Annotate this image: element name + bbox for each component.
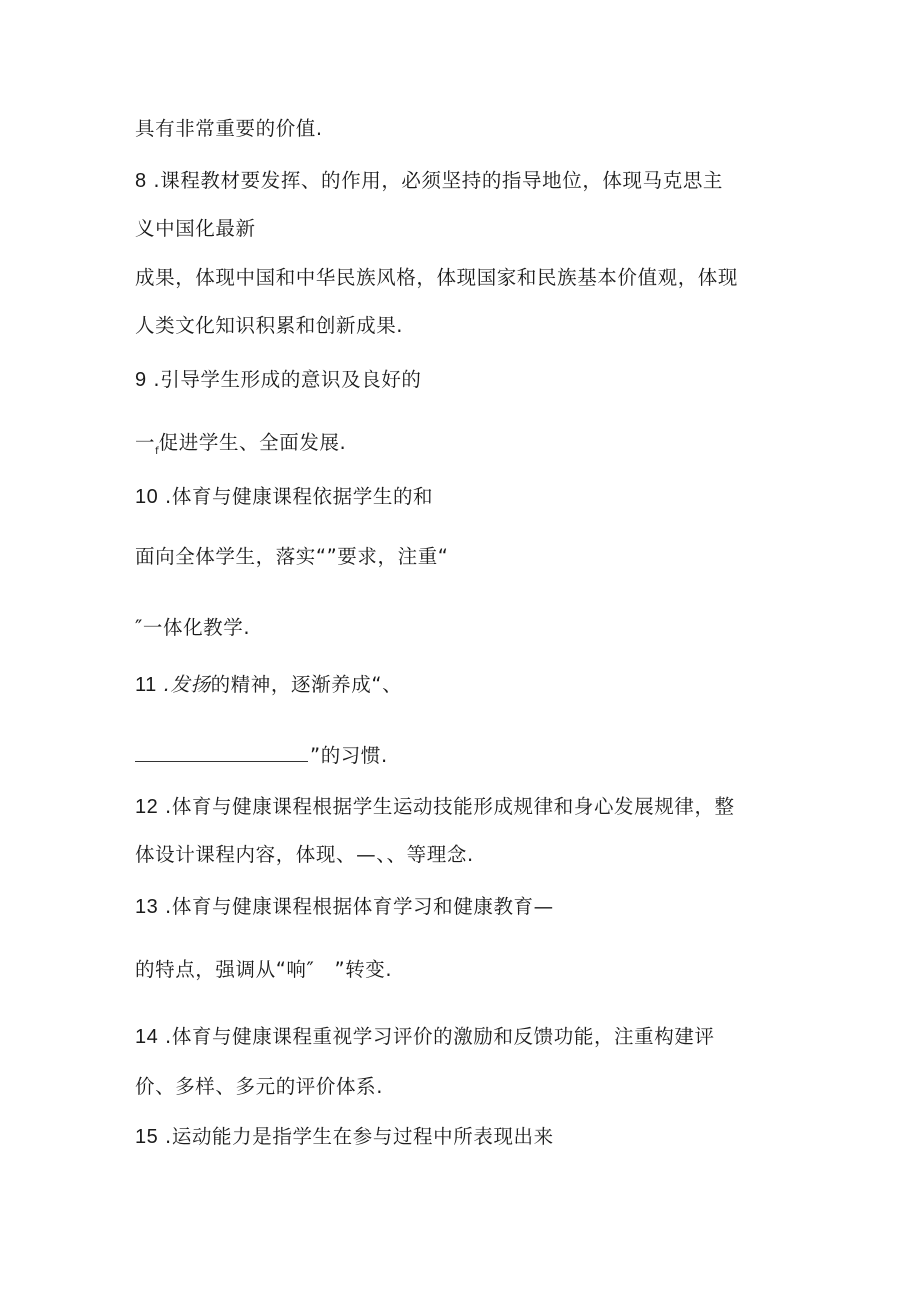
item-9-line-1 bbox=[135, 367, 422, 393]
subscript-text: f bbox=[155, 446, 159, 457]
line-text: .体育与健康课程重视学习评价的激励和反馈功能，注重构建评 bbox=[158, 1025, 715, 1048]
item-12-line-2 bbox=[135, 842, 474, 868]
item-number: 13 bbox=[135, 896, 159, 918]
item-13-line-2 bbox=[135, 957, 392, 983]
line-text: .课程教材要发挥、的作用，必须坚持的指导地位，体现马克思主 bbox=[146, 169, 724, 192]
line-text: ”的习惯. bbox=[310, 744, 388, 767]
item-number: 12 bbox=[135, 796, 159, 818]
item-9-line-2 bbox=[135, 430, 346, 465]
line-text: 的精神，逐渐养成“、 bbox=[210, 673, 403, 696]
line-text: 的特点，强调从“响″ ”转变. bbox=[135, 958, 393, 981]
line-text: 义中国化最新 bbox=[135, 217, 256, 240]
item-number: 15 bbox=[135, 1126, 159, 1148]
fill-in-blank bbox=[135, 743, 308, 762]
text-line-1 bbox=[135, 116, 323, 142]
line-text: 面向全体学生，落实“”要求，注重“ bbox=[135, 545, 449, 568]
line-text: 体设计课程内容，体现、—、、等理念. bbox=[135, 843, 474, 866]
item-number: 11 bbox=[135, 674, 157, 696]
line-text: 成果，体现中国和中华民族风格，体现国家和民族基本价值观，体现 bbox=[135, 266, 739, 289]
item-14-line-1 bbox=[135, 1024, 715, 1050]
item-11-line-2 bbox=[135, 743, 388, 769]
item-number: 9 bbox=[135, 369, 147, 391]
item-8-line-4 bbox=[135, 313, 403, 339]
item-number: 14 bbox=[135, 1026, 159, 1048]
item-10-line-1 bbox=[135, 484, 433, 510]
line-text: 人类文化知识积累和创新成果. bbox=[135, 314, 404, 337]
line-text: .引导学生形成的意识及良好的 bbox=[146, 368, 422, 391]
item-14-line-2 bbox=[135, 1074, 383, 1100]
italic-text: 发扬 bbox=[170, 673, 211, 696]
item-number: 8 bbox=[135, 170, 147, 192]
item-15-line-1 bbox=[135, 1124, 554, 1150]
item-8-line-3 bbox=[135, 265, 738, 291]
line-text: .运动能力是指学生在参与过程中所表现出来 bbox=[158, 1125, 554, 1148]
line-text: 具有非常重要的价值. bbox=[135, 117, 323, 140]
item-13-line-1 bbox=[135, 894, 554, 920]
line-text: 价、多样、多元的评价体系. bbox=[135, 1075, 383, 1098]
item-11-line-1 bbox=[135, 672, 402, 698]
item-number: 10 bbox=[135, 486, 159, 508]
line-text: ″一体化教学. bbox=[135, 616, 251, 639]
line-text: .体育与健康课程依据学生的和 bbox=[158, 485, 434, 508]
line-text: 一 bbox=[135, 431, 156, 454]
line-text: .体育与健康课程根据体育学习和健康教育— bbox=[158, 895, 554, 918]
item-8-line-2 bbox=[135, 216, 256, 242]
item-10-line-2 bbox=[135, 544, 449, 570]
item-8-line-1 bbox=[135, 168, 723, 194]
line-text: 促进学生、全面发展. bbox=[158, 431, 347, 454]
line-text: . bbox=[156, 673, 171, 696]
item-10-line-3 bbox=[135, 615, 250, 641]
line-text: .体育与健康课程根据学生运动技能形成规律和身心发展规律，整 bbox=[158, 795, 735, 818]
item-12-line-1 bbox=[135, 794, 735, 820]
